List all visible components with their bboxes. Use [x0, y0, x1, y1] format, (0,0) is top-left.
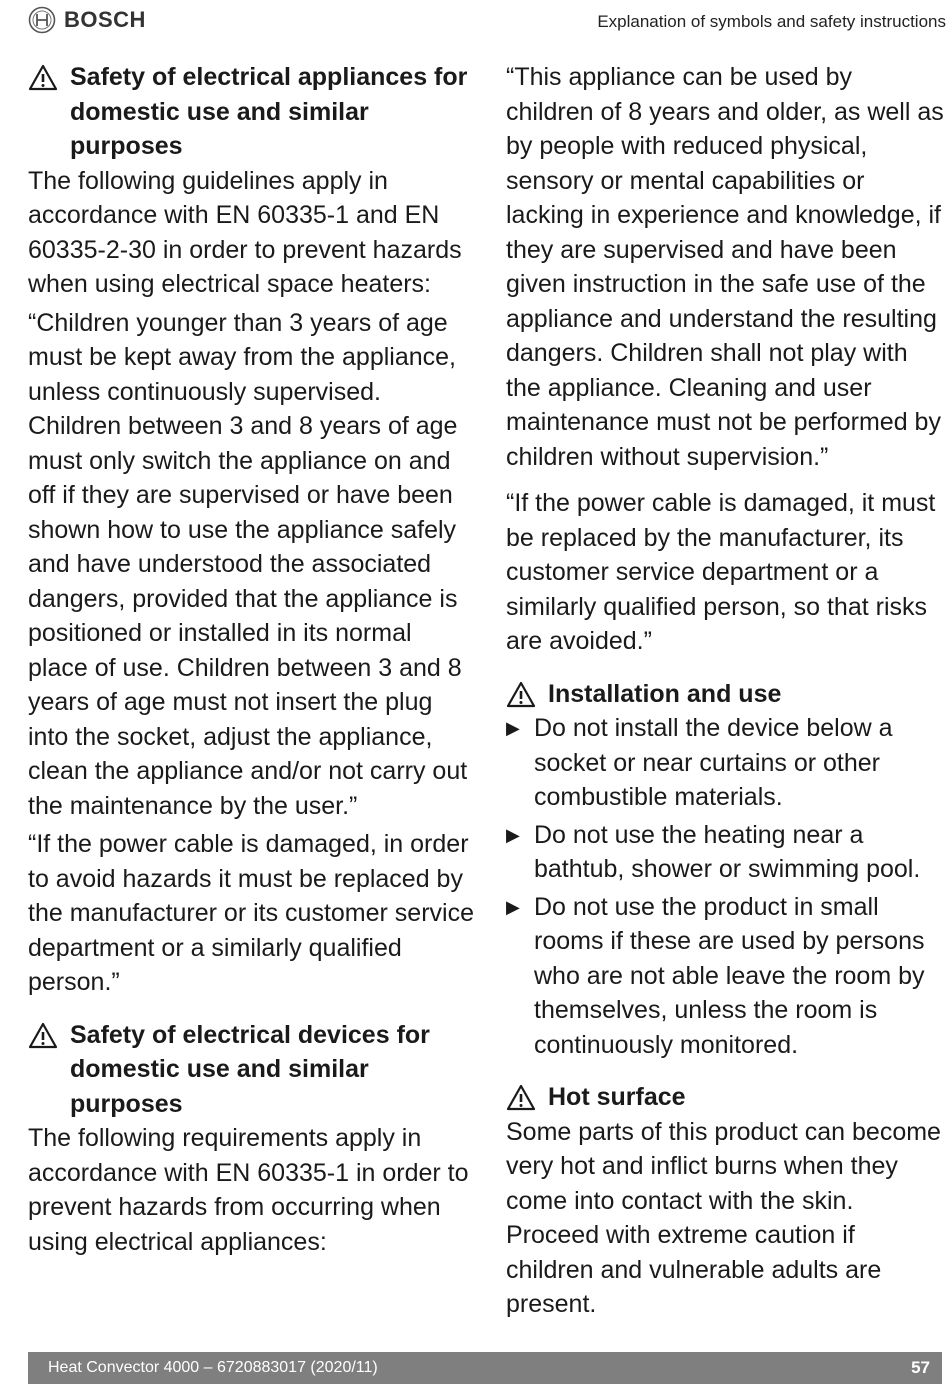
right-column: [506, 60, 946, 1322]
heading-devices-safety: [28, 1018, 476, 1122]
warning-triangle-icon: [506, 677, 548, 712]
warning-triangle-icon: [28, 1018, 70, 1122]
heading-hot-surface: [506, 1080, 946, 1115]
paragraph-children-quote: “Children younger than 3 years of age must be kept away from the appliance, unless continuously supervised. Children between 3 and 8 years of age must only switch the appliance on and off if they are supervised or have been shown how to use the appliance safely and have understood the associated dangers, provided that the appliance is positioned or installed in its normal place of use. Children between 3 and 8 years of age must not insert the plug into the socket, adjust the appliance, clean the appliance and/or not carry out the maintenance by the user.”: [28, 308, 468, 820]
list-item: [506, 890, 946, 1063]
list-item: [506, 711, 946, 815]
arrow-right-icon: ▶: [506, 718, 520, 738]
arrow-right-icon: ▶: [506, 896, 520, 917]
paragraph-supervision-quote: “This appliance can be used by children of 8 years and older, as well as by people with reduced physical, sensory or mental capabilities or lacking in experience and knowledge, if they are supervised and have been given instruction in the safe use of the appliance and understand the resulting dangers. Children shall not play with the appliance. Cleaning and user maintenance must not be performed by children without supervision.”: [506, 63, 944, 471]
list-item-text: Do not install the device below a socket or near curtains or other combustible materials.: [534, 714, 893, 811]
warning-triangle-icon: [506, 1080, 548, 1115]
document-info: Heat Convector 4000 – 6720883017 (2020/11): [48, 1359, 378, 1376]
paragraph-intro-appliances: The following guidelines apply in accordance with EN 60335-1 and EN 60335-2-30 in order to prevent hazards when using electrical space heaters:: [28, 166, 462, 298]
arrow-right-icon: ▶: [506, 824, 520, 845]
paragraph-power-cable-quote: “If the power cable is damaged, in order to avoid hazards it must be replaced by the manufacturer or its customer service department or a similarly qualified person.”: [28, 830, 474, 996]
warning-triangle-icon: [28, 60, 70, 164]
left-column: [28, 60, 476, 1259]
list-item: [506, 818, 946, 887]
paragraph-intro-devices: The following requirements apply in accordance with EN 60335-1 in order to prevent hazards from occurring when using electrical appliances:: [28, 1124, 469, 1256]
installation-list: [506, 711, 946, 1062]
brand-name: BOSCH: [64, 7, 146, 32]
heading-text: Safety of electrical devices for domestic use and similar purposes: [70, 1020, 430, 1118]
bosch-logo-icon: [28, 6, 56, 34]
list-item-text: Do not use the heating near a bathtub, shower or swimming pool.: [534, 820, 921, 883]
heading-installation-use: [506, 677, 946, 712]
heading-appliances-safety: [28, 60, 476, 164]
paragraph-power-cable-quote-2: “If the power cable is damaged, it must be replaced by the manufacturer, its customer service department or a similarly qualified person, so that risks are avoided.”: [506, 489, 936, 655]
brand-logo: [28, 6, 146, 34]
heading-text: Hot surface: [548, 1083, 686, 1111]
page-number: 57: [911, 1358, 930, 1377]
heading-text: Installation and use: [548, 679, 782, 708]
paragraph-hot-surface: Some parts of this product can become very hot and inflict burns when they come into contact with the skin. Proceed with extreme caution if children and vulnerable adults are present.: [506, 1117, 941, 1318]
heading-text: Safety of electrical appliances for domestic use and similar purposes: [70, 63, 468, 160]
page-footer: [28, 1352, 942, 1384]
section-title: Explanation of symbols and safety instructions: [597, 12, 946, 31]
list-item-text: Do not use the product in small rooms if these are used by persons who are not able leave the room by themselves, unless the room is continuously monitored.: [534, 892, 925, 1059]
